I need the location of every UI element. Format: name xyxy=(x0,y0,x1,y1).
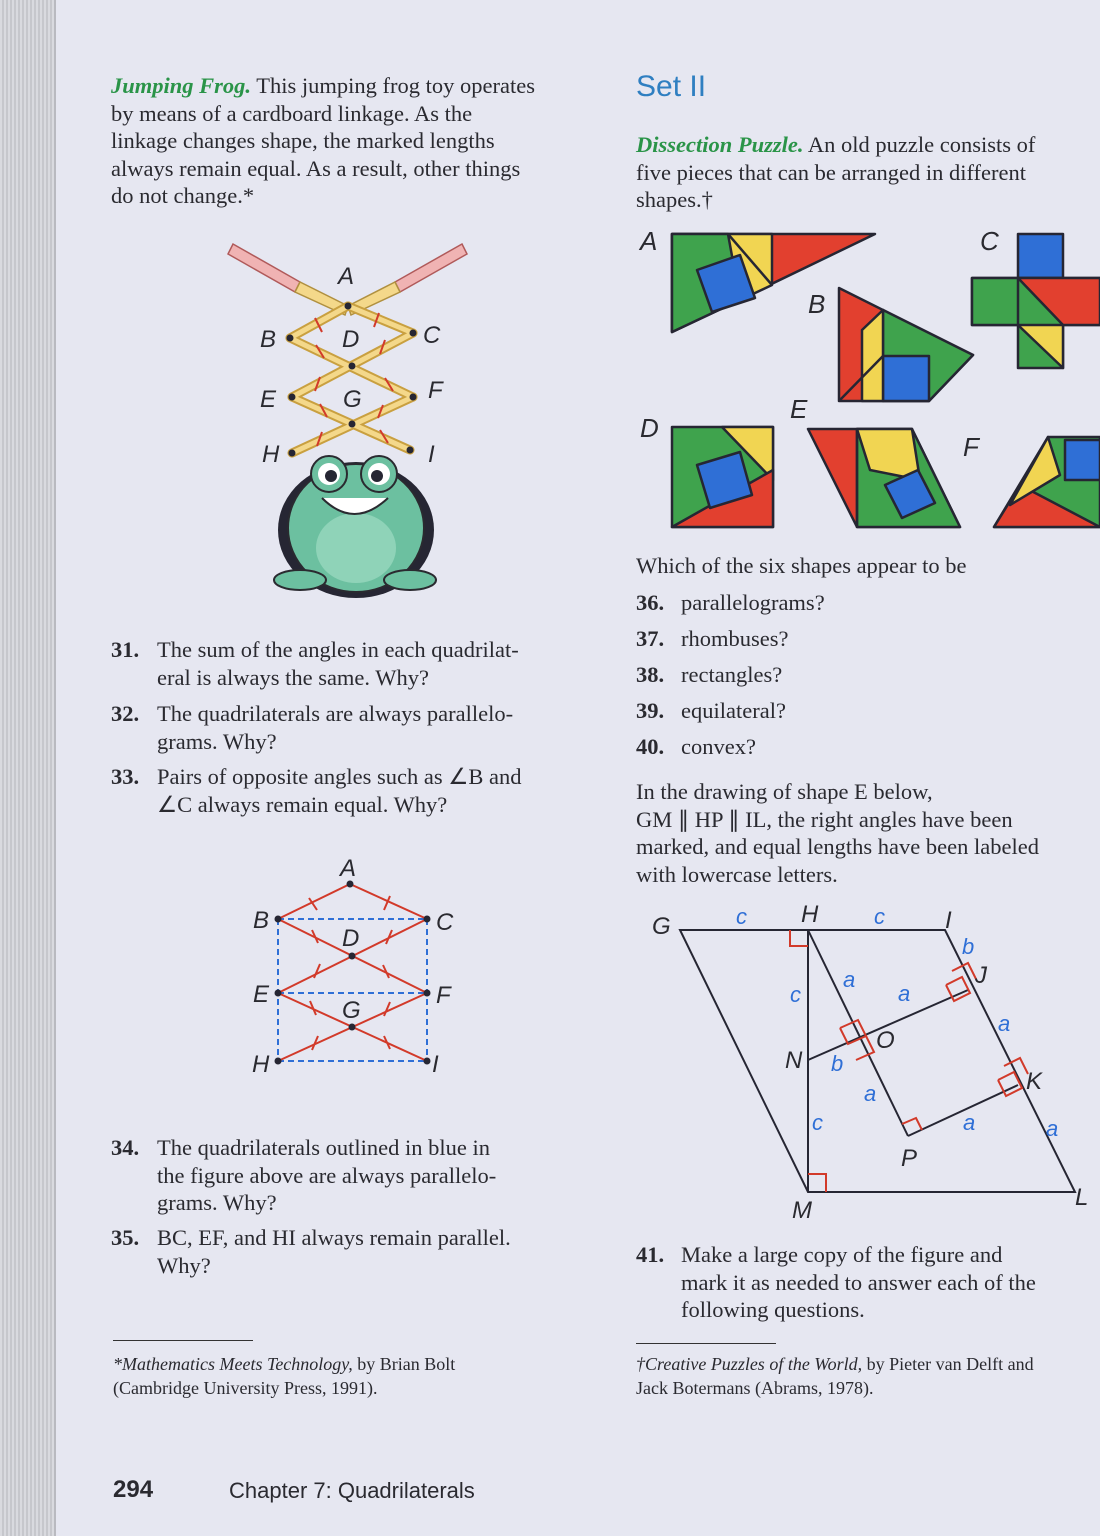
linkage-red-bars xyxy=(278,884,427,1061)
length-hn-c: c xyxy=(790,982,801,1007)
question-36-text: parallelograms? xyxy=(681,590,825,615)
linkage-label-i: I xyxy=(432,1051,439,1078)
question-37-text: rhombuses? xyxy=(681,626,789,651)
dissection-intro-line-2: five pieces that can be arranged in different xyxy=(636,159,1027,185)
point-o: O xyxy=(876,1027,895,1054)
question-32-line-2: grams. Why? xyxy=(157,728,277,754)
intro-line-5: do not change.* xyxy=(111,183,255,208)
left-footnote xyxy=(113,1352,593,1400)
point-p: P xyxy=(901,1145,918,1172)
intro-line-1: Jumping Frog. This jumping frog toy operates xyxy=(111,73,535,98)
question-31-line-2: eral is always the same. Why? xyxy=(157,664,429,690)
question-36-number: 36. xyxy=(636,590,665,615)
point-i: I xyxy=(945,907,952,934)
point-k: K xyxy=(1026,1068,1043,1095)
question-40-text: convex? xyxy=(681,734,756,759)
question-32-number: 32. xyxy=(111,701,140,726)
linkage-label-b: B xyxy=(253,907,270,934)
drawing-line-1: In the drawing of shape E below, xyxy=(636,779,933,804)
linkage-label-h: H xyxy=(252,1051,270,1078)
page-number: 294 xyxy=(113,1476,154,1503)
frog-label-b: B xyxy=(260,326,277,353)
question-33-number: 33. xyxy=(111,764,140,789)
right-footnote xyxy=(636,1352,1100,1400)
shape-e-length-labels xyxy=(736,904,1058,1141)
frog-label-c: C xyxy=(423,322,441,349)
length-nm-c: c xyxy=(812,1110,823,1135)
drawing-line-2: GM ∥ HP ∥ IL, the right angles have been xyxy=(636,806,1013,832)
puzzle-shape-d xyxy=(672,427,773,527)
left-footnote-line-1: *Mathematics Meets Technology, by Brian Bolt xyxy=(113,1354,456,1374)
length-gh-c: c xyxy=(736,904,747,929)
linkage-label-a: A xyxy=(340,855,357,882)
length-ij-b: b xyxy=(962,934,975,959)
question-35-number: 35. xyxy=(111,1225,140,1250)
right-footnote-rule xyxy=(636,1343,776,1344)
puzzle-label-c: C xyxy=(980,226,999,256)
question-41-line-3: following questions. xyxy=(681,1297,865,1322)
intro-line-4: always remain equal. As a result, other things xyxy=(111,155,521,181)
drawing-line-4: with lowercase letters. xyxy=(636,861,838,887)
right-footnote-line-1: †Creative Puzzles of the World, by Pieter van Delft and xyxy=(636,1354,1034,1374)
dissection-puzzle-intro xyxy=(636,131,1096,214)
question-33-line-1: Pairs of opposite angles such as ∠B and xyxy=(157,764,522,789)
point-j: J xyxy=(975,962,987,989)
question-33-line-2: ∠C always remain equal. Why? xyxy=(157,791,448,817)
page-binding-edge xyxy=(0,0,56,1536)
point-n: N xyxy=(785,1047,803,1074)
linkage-label-d: D xyxy=(342,925,360,952)
frog-label-h: H xyxy=(262,441,280,468)
question-41-line-1: Make a large copy of the figure and xyxy=(681,1242,1003,1267)
question-32-line-1: The quadrilaterals are always parallelo- xyxy=(157,701,514,726)
point-l: L xyxy=(1075,1184,1089,1211)
question-38-text: rectangles? xyxy=(681,662,783,687)
linkage-label-g: G xyxy=(342,997,361,1024)
which-shapes-prompt: Which of the six shapes appear to be xyxy=(636,553,967,578)
puzzle-label-f: F xyxy=(963,432,979,462)
set-ii-heading: Set II xyxy=(636,70,707,103)
dissection-intro-line-1: Dissection Puzzle. An old puzzle consists of xyxy=(636,132,1036,157)
intro-line-3: linkage changes shape, the marked lengths xyxy=(111,128,495,153)
frog-label-d: D xyxy=(342,326,360,353)
shape-e-drawing-description xyxy=(636,778,1100,888)
linkage-label-e: E xyxy=(253,981,270,1008)
puzzle-label-a: A xyxy=(640,226,658,256)
question-37-number: 37. xyxy=(636,626,665,651)
frog-label-e: E xyxy=(260,386,277,413)
length-pk-a: a xyxy=(963,1110,976,1135)
linkage-label-c: C xyxy=(436,909,454,936)
length-jk-a: a xyxy=(998,1011,1011,1036)
chapter-title: Chapter 7: Quadrilaterals xyxy=(229,1478,475,1503)
question-31-line-1: The sum of the angles in each quadrilat- xyxy=(157,637,519,662)
question-40-number: 40. xyxy=(636,734,665,759)
puzzle-label-b: B xyxy=(808,289,826,319)
question-34-line-2: the figure above are always parallelo- xyxy=(157,1162,497,1188)
left-footnote-rule xyxy=(113,1340,253,1341)
length-kl-a: a xyxy=(1046,1116,1059,1141)
question-35-line-2: Why? xyxy=(157,1252,211,1278)
question-41-number: 41. xyxy=(636,1242,665,1267)
frog-label-a: A xyxy=(338,263,355,290)
question-38-number: 38. xyxy=(636,662,665,687)
linkage-label-f: F xyxy=(436,982,451,1009)
dissection-puzzle-lead: Dissection Puzzle. xyxy=(636,132,804,157)
length-op-a: a xyxy=(864,1081,877,1106)
length-oj-a: a xyxy=(898,981,911,1006)
linkage-joints xyxy=(275,881,431,1065)
dissection-intro-line-3: shapes.† xyxy=(636,187,713,212)
frog-label-i: I xyxy=(428,441,435,468)
frog-label-g: G xyxy=(343,386,362,413)
puzzle-shape-b xyxy=(839,288,973,401)
left-footnote-title: *Mathematics Meets Technology, xyxy=(113,1354,353,1374)
question-41-line-2: mark it as needed to answer each of the xyxy=(681,1269,1036,1295)
question-34-number: 34. xyxy=(111,1135,140,1160)
intro-line-2: by means of a cardboard linkage. As the xyxy=(111,100,473,126)
question-39-text: equilateral? xyxy=(681,698,786,723)
jumping-frog-lead: Jumping Frog. xyxy=(111,73,252,98)
puzzle-shape-f xyxy=(994,437,1100,527)
puzzle-label-e: E xyxy=(790,394,808,424)
length-hi-c: c xyxy=(874,904,885,929)
point-g: G xyxy=(652,913,671,940)
right-footnote-title: †Creative Puzzles of the World, xyxy=(636,1354,863,1374)
question-35-line-1: BC, EF, and HI always remain parallel. xyxy=(157,1225,511,1250)
jumping-frog-intro xyxy=(111,72,591,210)
question-34-line-3: grams. Why? xyxy=(157,1190,277,1215)
left-footnote-line-2: (Cambridge University Press, 1991). xyxy=(113,1378,378,1398)
length-ho-a: a xyxy=(843,967,856,992)
point-h: H xyxy=(801,901,819,928)
drawing-line-3: marked, and equal lengths have been labeled xyxy=(636,834,1039,859)
right-footnote-line-2: Jack Botermans (Abrams, 1978). xyxy=(636,1378,874,1398)
question-34-line-1: The quadrilaterals outlined in blue in xyxy=(157,1135,491,1160)
puzzle-label-d: D xyxy=(640,413,659,443)
puzzle-shape-e xyxy=(808,429,960,527)
linkage-labels xyxy=(252,855,454,1078)
question-31-number: 31. xyxy=(111,637,140,662)
frog-label-f: F xyxy=(428,377,443,404)
question-39-number: 39. xyxy=(636,698,665,723)
frog-body xyxy=(274,456,436,598)
point-m: M xyxy=(792,1197,812,1224)
length-no-b: b xyxy=(831,1051,844,1076)
